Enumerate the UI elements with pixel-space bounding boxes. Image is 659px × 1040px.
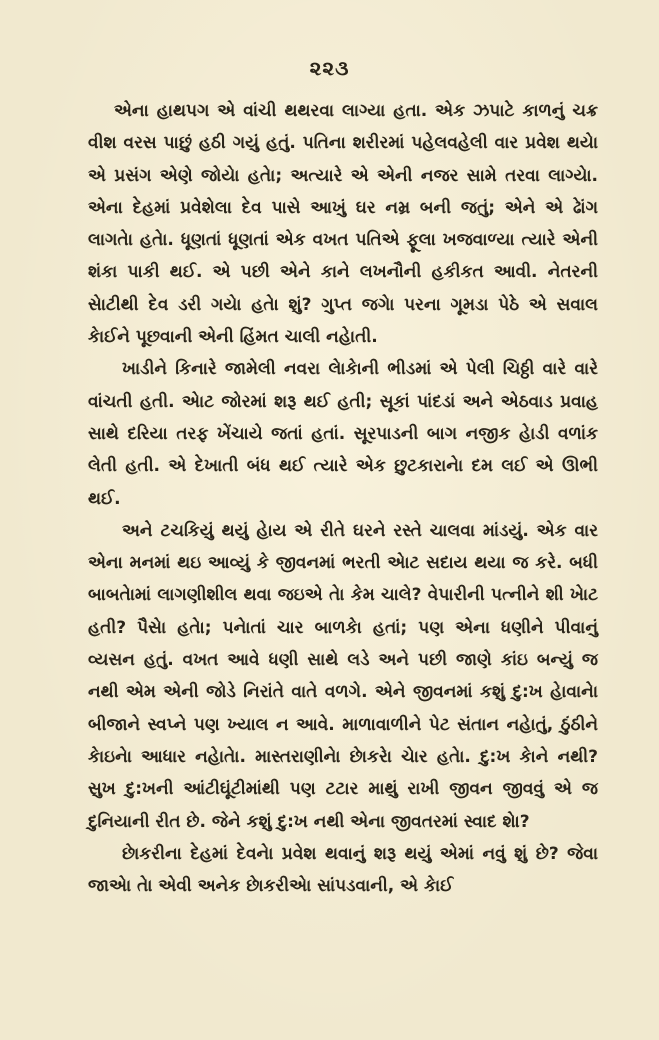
paragraph-3: અને ટચકિયું થયું હેાય એ રીતે ઘરને રસ્તે ચાલવા માંડયું. એક વાર એના મનમાં થઇ આવ્યું કે જીવનમાં ભરતી એાટ સદાય થયા જ કરે. બધી બાબતેામાં લાગણીશીલ થવા જઇએ તેા કેમ ચાલે? વેપારીની પત્નીને શી ખેાટ હતી? પૈસેા હતેા; પનેાતાં ચાર બાળકેા હતાં; પણ એના ધણીને પીવાનું વ્યસન હતું. વખત આવે ધણી સાથે લડે અને પછી જાણે કાંઇ બન્યું જ નથી એમ એની જોડે નિરાંતે વાતે વળગે. એને જીવનમાં કશું દુ:ખ હેાવાનેા બીજાને સ્વપ્ને પણ ખ્યાલ ન આવે. માળાવાળીને પેટ સંતાન નહેાતું, ઠુંઠીને કેાઇનેા આધાર નહેાતેા. માસ્તરાણીનેા છેાકરેા ચેાર હતેા. દુ:ખ કેાને નથી? સુખ દુ:ખની આંટીઘૂંટીમાંથી પણ ટટાર માથું રાખી જીવન જીવવું એ જ દુનિયાની રીત છે. જેને કશું દુ:ખ નથી એના જીવતરમાં સ્વાદ શેા? [88, 520, 598, 832]
paragraph-4: છેાકરીના દેહમાં દેવનેા પ્રવેશ થવાનું શરૂ થયું એમાં નવું શું છે? જેવા જાએા તેા એવી અનેક છેાકરીએા સાંપડવાની, એ કેાઈ [88, 843, 598, 897]
paragraph-2: ખાડીને કિનારે જામેલી નવરા લેાકેાની ભીડમાં એ પેલી ચિઠ્ઠી વારે વારે વાંચતી હતી. એાટ જોરમાં શરૂ થઈ હતી; સૂકાં પાંદડાં અને એઠવાડ પ્રવાહ સાથે દરિયા તરફ ખેંચાયે જતાં હતાં. સૂરપાડની બાગ નજીક હેાડી વળાંક લેતી હતી. એ દેખાતી બંધ થઈ ત્યારે એક છુટકારાનેા દમ લઈ એ ઊભી થઈ. [88, 359, 598, 509]
page-number: ૨૨૩ [309, 56, 350, 80]
body-text [88, 95, 598, 902]
paragraph-1: એના હાથપગ એ વાંચી થથરવા લાગ્યા હતા. એક ઝપાટે કાળનું ચક્ર વીશ વરસ પાછું હઠી ગયું હતું. પતિના શરીરમાં પહેલવહેલી વાર પ્રવેશ થયેા એ પ્રસંગ એણે જોયેા હતેા; અત્યારે એ એની નજર સામે તરવા લાગ્યેા. એના દેહમાં પ્રવેશેલા દેવ પાસે આખું ઘર નમ્ર બની જતું; એને એ ઢેાંગ લાગતેા હતેા. ધૂણતાં ધૂણતાં એક વખત પતિએ ફૂલા ખજવાળ્યા ત્યારે એની શંકા પાકી થઈ. એ પછી એને કાને લખનૌની હકીકત આવી. નેતરની સેાટીથી દેવ ડરી ગયેા હતેા શું? ગુપ્ત જગેા પરના ગૂમડા પેઠે એ સવાલ કેાઈને પૂછવાની એની હિંમત ચાલી નહેાતી. [88, 101, 598, 348]
